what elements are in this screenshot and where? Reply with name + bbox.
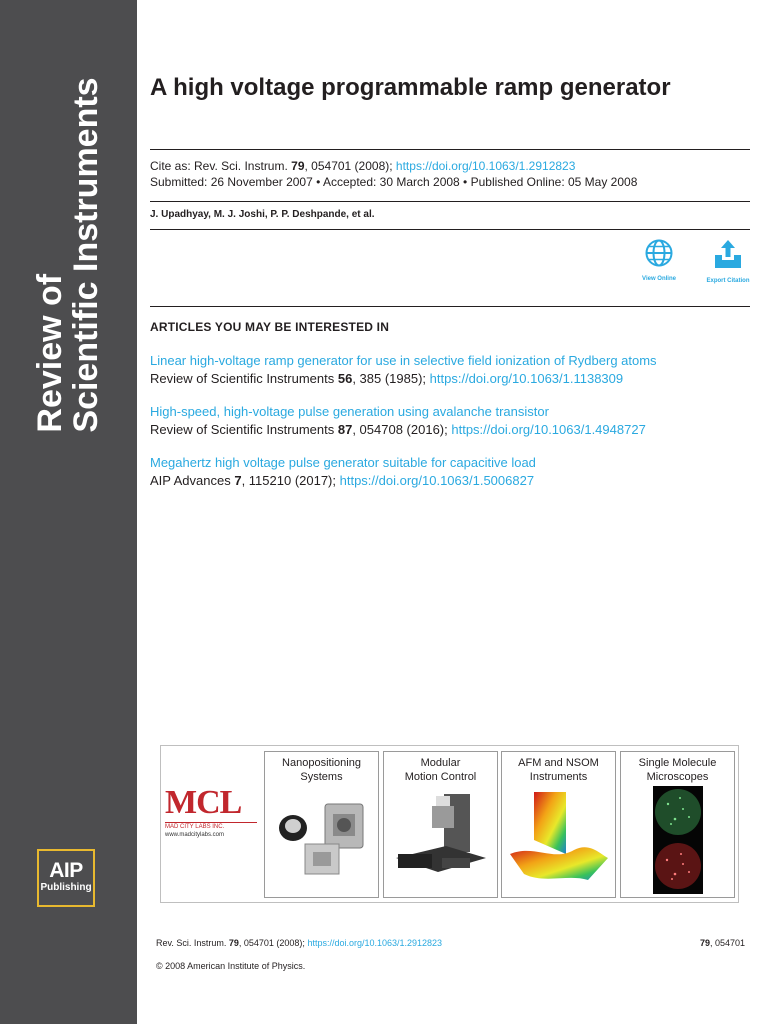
view-online-button[interactable] xyxy=(629,238,689,282)
advertisement-banner[interactable] xyxy=(160,745,739,903)
article-title: A high voltage programmable ramp generator xyxy=(150,74,671,101)
journal-sidebar xyxy=(0,0,137,1024)
related-article-title[interactable]: Megahertz high voltage pulse generator suitable for capacitive load xyxy=(150,455,536,470)
divider xyxy=(150,149,750,150)
export-citation-button[interactable] xyxy=(698,238,758,284)
ad-panel-nanopositioning xyxy=(264,751,379,898)
nanopositioner-image xyxy=(267,784,377,894)
footer-citation xyxy=(156,938,442,948)
footer-page-rest: , 054701 xyxy=(710,938,746,948)
divider xyxy=(150,229,750,230)
ad-panel-title: Single Molecule xyxy=(638,757,717,769)
company-url: www.madcitylabs.com xyxy=(165,832,225,838)
microscope-images xyxy=(623,784,733,896)
footer-doi-link[interactable]: https://doi.org/10.1063/1.2912823 xyxy=(307,938,443,948)
ad-panel-title: Nanopositioning xyxy=(282,757,361,769)
publication-dates: Submitted: 26 November 2007 • Accepted: 30 March 2008 • Published Online: 05 May 2008 xyxy=(150,175,638,189)
divider xyxy=(150,201,750,202)
related-article-doi-link[interactable]: https://doi.org/10.1063/1.1138309 xyxy=(429,371,624,386)
related-article-journal: Review of Scientific Instruments xyxy=(150,371,338,386)
related-article-volume: 7 xyxy=(234,473,242,488)
globe-icon xyxy=(644,238,674,268)
aip-logo-text: AIP xyxy=(49,859,83,882)
footer-cite-volume: 79 xyxy=(228,938,239,948)
footer-page-volume: 79 xyxy=(700,938,711,948)
ad-panel-title: Motion Control xyxy=(404,771,477,783)
related-article-title[interactable]: Linear high‐voltage ramp generator for use in selective field ionization of Rydberg atoms xyxy=(150,353,657,368)
ad-panel-single-molecule xyxy=(620,751,735,898)
footer-page-ref xyxy=(700,938,745,948)
cite-volume: 79 xyxy=(291,159,305,173)
ad-panel-title: Systems xyxy=(300,771,343,783)
company-name: MAD CITY LABS INC. xyxy=(165,822,257,830)
ad-panel-title: Instruments xyxy=(529,771,588,783)
export-citation-label: Export Citation xyxy=(706,278,750,284)
related-article xyxy=(150,454,750,490)
related-article-volume: 56 xyxy=(337,371,353,386)
related-article-title[interactable]: High-speed, high-voltage pulse generation using avalanche transistor xyxy=(150,404,549,419)
related-article-volume: 87 xyxy=(337,422,353,437)
related-article xyxy=(150,403,750,439)
export-icon xyxy=(712,238,744,270)
authors[interactable]: J. Upadhyay, M. J. Joshi, P. P. Deshpande, et al. xyxy=(150,209,375,220)
ad-panel-title: AFM and NSOM xyxy=(518,757,599,769)
related-article-ref: , 385 (1985); xyxy=(352,371,430,386)
cite-prefix: Cite as: Rev. Sci. Instrum. xyxy=(150,159,292,173)
related-article-doi-link[interactable]: https://doi.org/10.1063/1.5006827 xyxy=(339,473,535,488)
ad-panel-afm-nsom xyxy=(501,751,616,898)
motion-control-image xyxy=(386,784,496,894)
article-doi-link[interactable]: https://doi.org/10.1063/1.2912823 xyxy=(395,159,576,173)
journal-title-line1: Review of xyxy=(31,273,69,433)
ad-panel-title: Modular xyxy=(420,757,461,769)
view-online-label: View Online xyxy=(642,276,676,282)
related-article xyxy=(150,352,750,388)
mcl-logo-text: MCL xyxy=(165,784,242,821)
related-article-ref: , 115210 (2017); xyxy=(241,473,340,488)
ad-panel-motion-control xyxy=(383,751,498,898)
footer-cite-prefix: Rev. Sci. Instrum. xyxy=(156,938,229,948)
footer-cite-rest: , 054701 (2008); xyxy=(238,938,308,948)
divider xyxy=(150,306,750,307)
cite-rest: , 054701 (2008); xyxy=(304,159,396,173)
related-article-doi-link[interactable]: https://doi.org/10.1063/1.4948727 xyxy=(451,422,646,437)
ad-panel-title: Microscopes xyxy=(646,771,709,783)
journal-title-line2: Scientific Instruments xyxy=(67,77,105,433)
mcl-logo xyxy=(165,786,257,838)
related-articles-heading: ARTICLES YOU MAY BE INTERESTED IN xyxy=(150,320,390,334)
copyright-notice: © 2008 American Institute of Physics. xyxy=(156,961,306,971)
afm-surface-image xyxy=(504,784,614,894)
aip-publishing-logo[interactable] xyxy=(37,849,95,907)
citation-block xyxy=(150,158,637,190)
related-article-journal: AIP Advances xyxy=(150,473,235,488)
publishing-logo-text: Publishing xyxy=(40,882,92,893)
related-article-ref: , 054708 (2016); xyxy=(352,422,452,437)
related-article-journal: Review of Scientific Instruments xyxy=(150,422,338,437)
